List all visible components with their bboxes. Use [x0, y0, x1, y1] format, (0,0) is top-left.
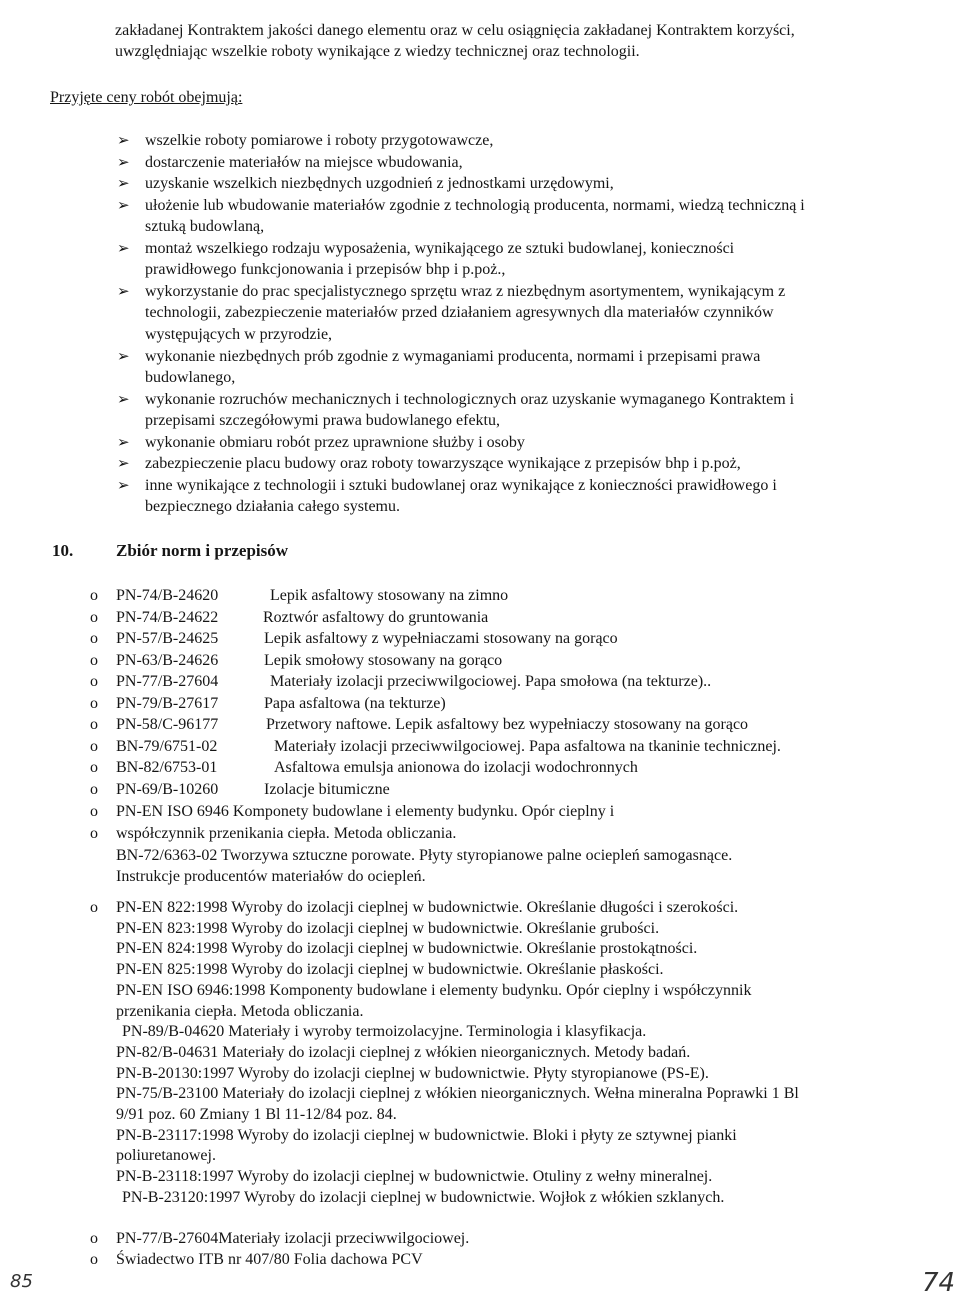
bullet-arrow-icon: ➢: [117, 432, 130, 451]
list-bullet-icon: o: [90, 673, 98, 690]
norm-entry: PN-77/B-27604Materiały izolacji przeciwwilgociowej.: [116, 1230, 470, 1247]
bullet-text: inne wynikające z technologii i sztuki budowlanej oraz wynikające z konieczności prawidłowego i: [145, 476, 777, 494]
bullet-text: wykorzystanie do prac specjalistycznego sprzętu wraz z niezbędnym asortymentem, wynikającym z: [145, 282, 786, 300]
norm-description: Przetwory naftowe. Lepik asfaltowy bez wypełniaczy stosowany na gorąco: [266, 716, 749, 733]
list-bullet-icon: o: [90, 587, 98, 604]
norm-description: Lepik asfaltowy z wypełniaczami stosowany na gorąco: [264, 630, 618, 647]
bullet-arrow-icon: ➢: [117, 454, 130, 473]
norm-entry: PN-EN ISO 6946:1998 Komponenty budowlane i elementy budynku. Opór cieplny i współczynnik: [116, 981, 752, 999]
bullet-arrow-icon: ➢: [117, 389, 130, 408]
norm-entry: poliuretanowej.: [116, 1147, 216, 1165]
intro-line: zakładanej Kontraktem jakości danego elementu oraz w celu osiągnięcia zakładanej Kontraktem korzyści,: [115, 22, 795, 39]
norm-entry: Instrukcje producentów materiałów do ociepleń.: [116, 868, 426, 885]
bullet-text: prawidłowego funkcjonowania i przepisów bhp i p.poż.,: [145, 261, 506, 279]
bullet-text: uzyskanie wszelkich niezbędnych uzgodnień z jednostkami urzędowymi,: [145, 175, 614, 193]
bullet-text: sztuką budowlaną,: [145, 218, 265, 236]
bullet-text: technologii, zabezpieczenie materiałów przed działaniem agresywnych dla materiałów czynników: [145, 304, 774, 322]
norm-description: Materiały izolacji przeciwwilgociowej. Papa asfaltowa na tkaninie technicznej.: [274, 737, 781, 755]
list-bullet-icon: o: [90, 694, 98, 712]
intro-line: uwzględniając wszelkie roboty wynikające z wiedzy technicznej oraz technologii.: [115, 43, 640, 60]
bullet-arrow-icon: ➢: [117, 475, 130, 494]
list-bullet-icon: o: [90, 899, 98, 916]
list-bullet-icon: o: [90, 759, 98, 776]
bullet-text: budowlanego,: [145, 369, 236, 387]
bullet-arrow-icon: ➢: [117, 346, 130, 365]
list-bullet-icon: o: [90, 737, 98, 755]
norm-entry: PN-B-23117:1998 Wyroby do izolacji cieplnej w budownictwie. Bloki i płyty ze sztywnej pianki: [116, 1126, 737, 1144]
section-number: 10.: [52, 541, 74, 560]
norm-entry: przenikania ciepła. Metoda obliczania.: [116, 1002, 364, 1020]
norm-code: PN-79/B-27617: [116, 694, 219, 712]
norm-entry: Świadectwo ITB nr 407/80 Folia dachowa PCV: [116, 1251, 423, 1268]
bullet-arrow-icon: ➢: [117, 152, 130, 171]
bullet-arrow-icon: ➢: [117, 281, 130, 300]
norm-entry: PN-B-23120:1997 Wyroby do izolacji cieplnej w budownictwie. Wojłok z włókien szklanych.: [122, 1188, 725, 1206]
bullet-text: wykonanie niezbędnych prób zgodnie z wymaganiami producenta, normami i przepisami prawa: [145, 347, 761, 365]
bullet-text: wszelkie roboty pomiarowe i roboty przygotowawcze,: [145, 132, 494, 149]
list-bullet-icon: o: [90, 630, 98, 647]
list-bullet-icon: o: [90, 651, 98, 669]
section-title: Zbiór norm i przepisów: [116, 541, 289, 560]
norm-entry: PN-89/B-04620 Materiały i wyroby termoizolacyjne. Terminologia i klasyfikacja.: [122, 1023, 647, 1041]
norm-description: Lepik asfaltowy stosowany na zimno: [270, 587, 509, 604]
norm-code: BN-79/6751-02: [116, 737, 218, 755]
bullet-text: występujących w przyrodzie,: [145, 325, 333, 343]
norm-entry: PN-B-23118:1997 Wyroby do izolacji cieplnej w budownictwie. Otuliny z wełny mineralnej.: [116, 1168, 713, 1186]
norm-entry: PN-EN 825:1998 Wyroby do izolacji cieplnej w budownictwie. Określanie płaskości.: [116, 961, 664, 979]
norm-entry: PN-EN 822:1998 Wyroby do izolacji cieplnej w budownictwie. Określanie długości i szerokości.: [116, 899, 739, 916]
list-bullet-icon: o: [90, 825, 98, 842]
norm-description: Papa asfaltowa (na tekturze): [264, 694, 446, 712]
bullet-arrow-icon: ➢: [117, 174, 130, 193]
list-bullet-icon: o: [90, 803, 98, 820]
bullet-text: przepisami szczegółowymi prawa budowlanego efektu,: [145, 412, 500, 430]
bullet-text: wykonanie obmiaru robót przez uprawnione służby i osoby: [145, 433, 525, 451]
norm-code: BN-82/6753-01: [116, 759, 218, 776]
norm-entry: PN-EN 824:1998 Wyroby do izolacji cieplnej w budownictwie. Określanie prostokątności.: [116, 940, 698, 958]
bullet-arrow-icon: ➢: [117, 131, 130, 149]
bullet-text: dostarczenie materiałów na miejsce wbudowania,: [145, 153, 463, 171]
bullet-text: ułożenie lub wbudowanie materiałów zgodnie z technologią producenta, normami, wiedzą techniczną i: [145, 196, 805, 214]
bullet-text: montaż wszelkiego rodzaju wyposażenia, wynikającego ze sztuki budowlanej, konieczności: [145, 239, 735, 257]
norm-description: Izolacje bitumiczne: [264, 780, 390, 798]
handwritten-margin-note: 85: [10, 1271, 33, 1292]
prices-heading: Przyjęte ceny robót obejmują:: [50, 89, 243, 106]
norm-entry: PN-B-20130:1997 Wyroby do izolacji cieplnej w budownictwie. Płyty styropianowe (PS-E).: [116, 1064, 709, 1082]
norm-code: PN-74/B-24622: [116, 608, 219, 626]
norm-description: Asfaltowa emulsja anionowa do izolacji wodochronnych: [274, 759, 638, 776]
norm-code: PN-58/C-96177: [116, 716, 219, 733]
norm-description: Materiały izolacji przeciwwilgociowej. Papa smołowa (na tekturze)..: [270, 673, 712, 690]
norm-description: Lepik smołowy stosowany na gorąco: [264, 651, 503, 669]
bullet-text: zabezpieczenie placu budowy oraz roboty towarzyszące wynikające z przepisów bhp i p.poż,: [145, 455, 741, 473]
norm-entry: PN-EN 823:1998 Wyroby do izolacji cieplnej w budownictwie. Określanie grubości.: [116, 919, 660, 937]
bullet-text: wykonanie rozruchów mechanicznych i technologicznych oraz uzyskanie wymaganego Kontraktem i: [145, 390, 795, 408]
list-bullet-icon: o: [90, 716, 98, 733]
page-number: 74: [922, 1268, 956, 1298]
norm-description: Roztwór asfaltowy do gruntowania: [263, 608, 489, 626]
norm-code: PN-63/B-24626: [116, 651, 219, 669]
norm-code: PN-69/B-10260: [116, 780, 219, 798]
bullet-arrow-icon: ➢: [117, 195, 130, 214]
list-bullet-icon: o: [90, 1230, 98, 1247]
norm-entry: PN-82/B-04631 Materiały do izolacji cieplnej z włókien nieorganicznych. Metody badań.: [116, 1043, 691, 1061]
norm-entry: PN-75/B-23100 Materiały do izolacji cieplnej z włókien nieorganicznych. Wełna mineralna Poprawki 1 Bl: [116, 1085, 799, 1103]
bullet-arrow-icon: ➢: [117, 238, 130, 257]
norm-code: PN-57/B-24625: [116, 630, 219, 647]
norm-entry: współczynnik przenikania ciepła. Metoda obliczania.: [116, 825, 457, 842]
list-bullet-icon: o: [90, 780, 98, 798]
norm-entry: BN-72/6363-02 Tworzywa sztuczne porowate. Płyty styropianowe palne ociepleń samogasnące.: [116, 847, 733, 864]
bullet-text: bezpiecznego działania całego systemu.: [145, 498, 400, 516]
list-bullet-icon: o: [90, 1251, 98, 1268]
norm-code: PN-77/B-27604: [116, 673, 219, 690]
norm-entry: PN-EN ISO 6946 Komponety budowlane i elementy budynku. Opór cieplny i: [116, 803, 615, 820]
norm-entry: 9/91 poz. 60 Zmiany 1 Bl 11-12/84 poz. 84.: [116, 1106, 397, 1123]
list-bullet-icon: o: [90, 608, 98, 626]
norm-code: PN-74/B-24620: [116, 587, 219, 604]
